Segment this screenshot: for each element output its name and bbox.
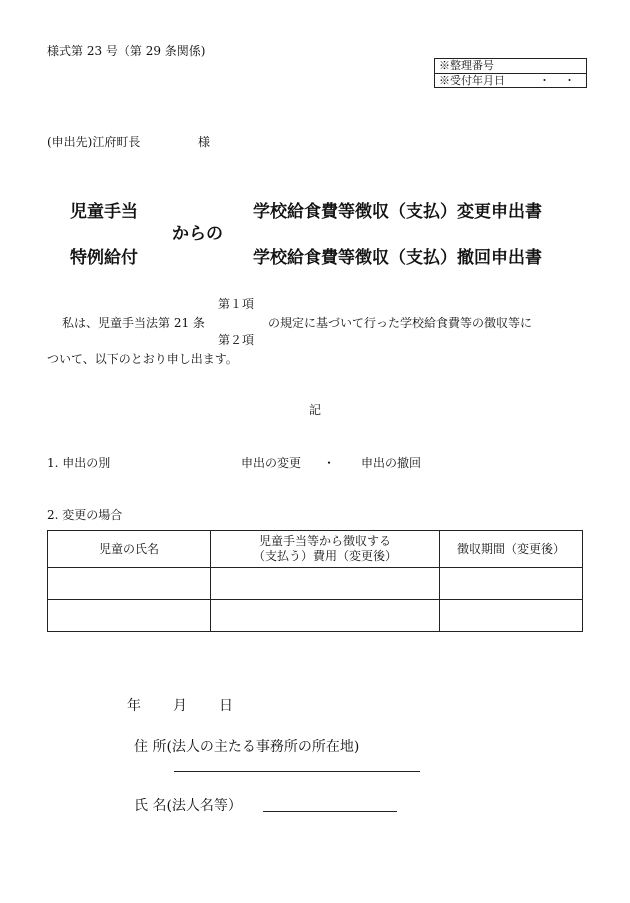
item1-label: 1. 申出の別 <box>47 456 111 470</box>
received-date-separators: ・・ <box>539 74 589 87</box>
form-number: 様式第 23 号（第 29 条関係) <box>47 44 206 58</box>
body-rest: の規定に基づいて行った学校給食費等の徴収等に <box>268 316 533 330</box>
received-date-row <box>435 73 589 88</box>
header-fee <box>211 531 440 568</box>
date-year: 年 <box>127 698 141 714</box>
clause-1: 第１項 <box>218 297 255 311</box>
address-underline[interactable] <box>174 771 420 772</box>
reference-number-row <box>435 59 586 73</box>
cell-fee[interactable] <box>211 568 440 600</box>
clause-2: 第２項 <box>218 333 255 347</box>
body-intro: 私は、児童手当法第 21 条 <box>62 316 205 330</box>
table-row <box>48 600 583 632</box>
cell-fee[interactable] <box>211 600 440 632</box>
reference-box <box>434 58 587 88</box>
option-separator: ・ <box>323 456 336 470</box>
option-withdraw[interactable]: 申出の撤回 <box>361 456 422 470</box>
title-middle: からの <box>172 224 223 244</box>
reference-number-label: ※整理番号 <box>439 59 494 72</box>
name-underline[interactable] <box>263 811 397 812</box>
body-line-2: ついて、以下のとおり申し出ます。 <box>47 352 238 366</box>
address-label: 住 所(法人の主たる事務所の所在地) <box>134 739 360 755</box>
recipient-honorific: 様 <box>198 135 211 149</box>
table-row <box>48 568 583 600</box>
item2-label: 2. 変更の場合 <box>47 508 123 522</box>
title-right-bottom: 学校給食費等徴収（支払）撤回申出書 <box>253 248 542 268</box>
title-right-top: 学校給食費等徴収（支払）変更申出書 <box>253 202 542 222</box>
cell-child-name[interactable] <box>48 568 211 600</box>
option-change[interactable]: 申出の変更 <box>241 456 302 470</box>
header-child-name: 児童の氏名 <box>48 531 211 568</box>
cell-period[interactable] <box>440 568 583 600</box>
header-period: 徴収期間（変更後） <box>440 531 583 568</box>
date-month: 月 <box>173 698 187 714</box>
change-table <box>47 530 583 632</box>
name-label: 氏 名(法人名等） <box>134 798 242 814</box>
title-left-bottom: 特例給付 <box>70 248 138 268</box>
cell-period[interactable] <box>440 600 583 632</box>
title-left-top: 児童手当 <box>70 202 138 222</box>
received-date-label: ※受付年月日 <box>439 74 505 87</box>
date-day: 日 <box>219 698 233 714</box>
cell-child-name[interactable] <box>48 600 211 632</box>
table-header-row <box>48 531 583 568</box>
header-fee-text: 児童手当等から徴収する （支払う）費用（変更後） <box>252 534 397 563</box>
recipient: (申出先)江府町長 <box>47 135 141 149</box>
ki-heading: 記 <box>309 403 322 417</box>
